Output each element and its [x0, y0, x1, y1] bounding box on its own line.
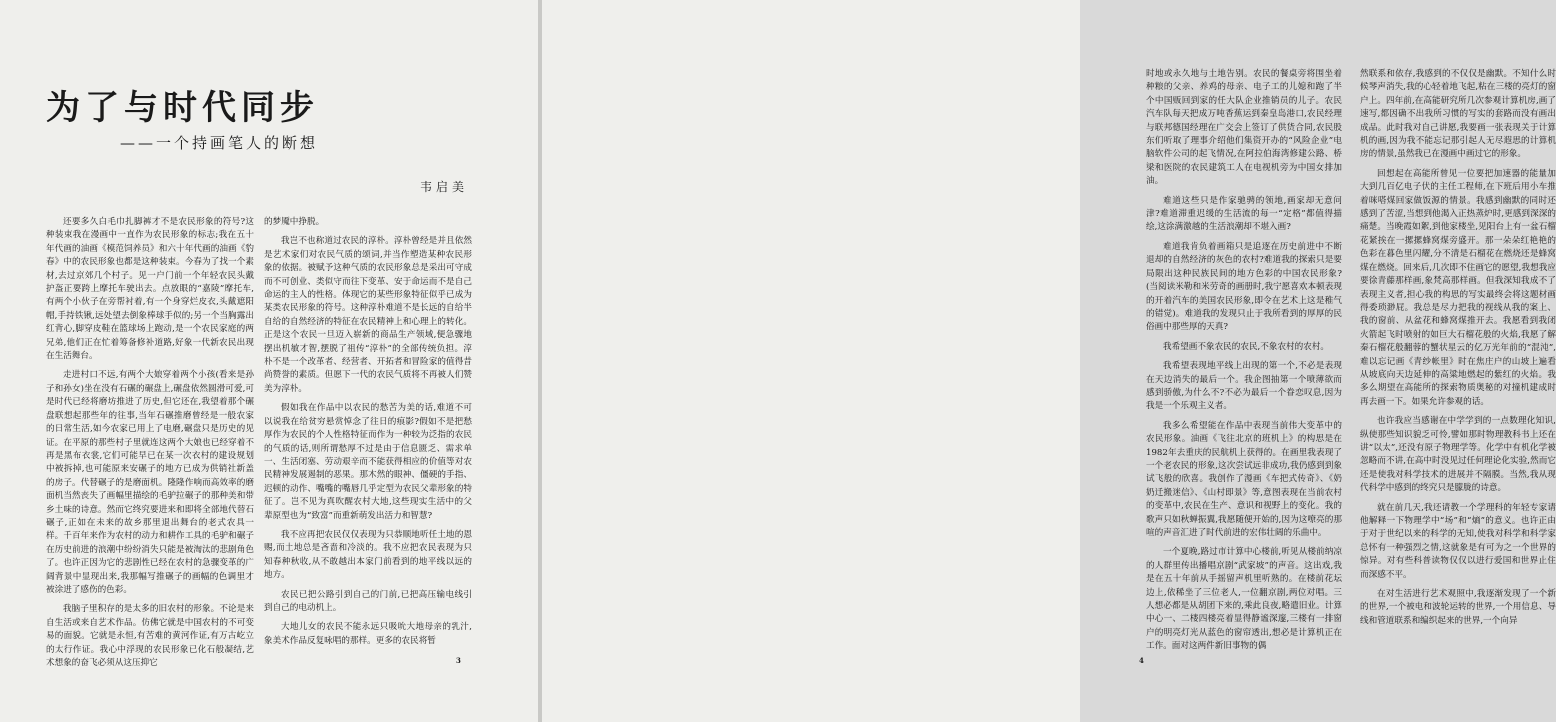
- paragraph: 一个夏晚,路过市计算中心楼前,听见从楼前纳凉的人群里传出播唱京剧“武家坡”的声音。这出戏,我是在五十年前从手摇留声机里听熟的。在楼前花坛边上,依稀坐了三位老人,一位翻京剧,两位对唱。三人想必都是从胡团下来的,乘此良夜,略遣旧业。计算中心一、二楼四楼亮着显得静谧深邃,三楼有一排窗户的明亮灯光从蓝色的窗帘透出,想必是计算机正在工作。面对这两件新旧事物的偶: [1146, 547, 1342, 652]
- page-number-right: 4: [1139, 656, 1144, 665]
- paragraph: 我不应再把农民仅仅表现为只恭顺地听任土地的恩赐,而土地总是吝啬和冷淡的。我不应把农民表现为只知春种秋收,从不敢越出本家门前看到的地平线以远的地方。: [264, 529, 472, 581]
- paragraph: 也许我应当感谢在中学学到的一点数理化知识,纵使那些知识貌乏可怜,譬如那时物理教科书上还在讲“以太”,还没有原子物理学等。化学中有机化学被忽略而不讲,在高中时没见过任何理论化实验,然而它还是使我对科学技术的进展并不隔膜。当然,我从现代科学中感到的终究只是朦胧的诗意。: [1360, 416, 1556, 494]
- paragraph: 就在前几天,我还请教一个学理科的年轻专家请他解释一下物理学中“场”和“熵”的意义。也许正由于对于世纪以来的科学的无知,使我对科学和科学家总怀有一种强烈之情,这就象是有可为之一个世界的惊异。对有些科普读物仅仅以进行爱国和世界止住而深感不平。: [1360, 502, 1556, 580]
- paragraph: 假如我在作品中以农民的愁苦为美的话,难道不可以说我在给贫穷悬赏悼念了往日的痕影?假如不是把愁厚作为农民的个人性格特征而作为一种较为泛指的农民的气质的话,则所谓愁厚不过是由于信息匮乏、需求单一、生活闭塞、劳动艰辛而不能获得相应的价值等对农民精神发展遏制的恶果。那木然的眼神、僵硬的手指、迟顿的动作、嘴嘴的嘴唇几乎定型为农民父辈形象的特征了。岂不见为真吹醒农村大地,这些现实生活中的父辈原型也为“致富”而重新萌发出活力和智慧?: [264, 403, 472, 521]
- right-page: [542, 0, 1556, 722]
- paragraph: 农民已把公路引到自己的门前,已把高压输电线引到自己的电动机上。: [264, 589, 472, 613]
- paragraph: 我多么希望能在作品中表现当前伟大变革中的农民形象。油画《飞往北京的班机上》的构思是在1982年去重庆的民航机上获得的。在画里我表现了一个老农民的形象,这次尝试远非成功,我仍感到到象试飞般的欣喜。我创作了漫画《车把式传奇》、《奶奶迁搬迷信》、《山村即景》等,意图表现在当前农村的变革中,农民在生产、意识和视野上的变化。我的歌声只如秋蝉振翼,我愿随便开始的,因为这嘹亮的那喧的声音汇进了时代前进的宏伟壮阔的乐曲中。: [1146, 420, 1342, 538]
- paragraph: 在对生活进行艺术观照中,我逐渐发现了一个新的世界,一个被电和波轮运转的世界,一个用信息、导线和管道联系和编织起来的世界,一个向异: [1360, 589, 1556, 626]
- paragraph: 回想起在高能所曾见一位要把加速器的能量加大到几百亿电子伏的主任工程师,在下班后用小车推着咪嗒煤回家做饭源的情景。我感到幽默的同时还感到了苦涩,当想到他渴入正热蒸炉时,更感到深深的痛楚。当晚霞如絮,到他家楼坐,见阳台上有一盆石榴花紧挨在一摞摞蜂窝煤旁盛开。那一朵朵红艳艳的色彩在暮色里闪耀,分不清是石榴花在燃烧还是蜂窝煤在燃烧。回来后,几次即不住画它的愿望,我想我应要徐青藤那样画,象梵高那样画。但我深知我成不了表现主义者,担心我的构思的写实最终会将这题材画得委琐渺屁。我总是尽力把我的视线从我的案上、我的窗前、从盆花和蜂窝煤推开去。我愿看到我闭火箭起飞时喷射的如巨大石榴花般的火焰,我愿了解秦石榴花般翻蓉的蟹状星云的亿万光年前的“混沌”,难以忘记画《青纱帐里》时在焦庄户的山坡上遍看从坡底向天边延伸的高粱地燃起的紫红的火焰。我多么期望在高能所的探索物质奥秘的对撞机建成时再去画一下。如果允许参观的话。: [1360, 168, 1556, 407]
- paragraph: 我脑子里积存的是太多的旧农村的形象。不论是来自生活或来自艺术作品。仿佛它就是中国农村的不可变易的面貌。它就是永恒,有苦难的黄河作证,有万古屹立的太行作证。我心中浮现的农民形象已化石般凝结,艺术想象的奋飞必须从这压抑它: [46, 604, 254, 668]
- paragraph: 的梦魇中挣脱。: [264, 217, 325, 227]
- text-column-3: [1146, 68, 1342, 672]
- paragraph: 时地或永久地与土地告别。农民的餐桌旁将围坐着种粮的父亲、养鸡的母亲、电子工的儿媳和跑了半个中国贩回到家的任大队企业推销员的儿子。农民汽车队每天把成万吨香蕉运到秦皇岛港口,农民经理与联邦德国经理在广交会上签订了供货合同,农民股东们听取了理事介绍他们集资开办的“风险企业”电脑软件公司的起飞情况,在阿拉伯海湾修建公路、桥梁和医院的农民建筑工人在电视机旁为中国女排加油。: [1146, 69, 1342, 187]
- paragraph: 走进村口不远,有两个大娘穿着两个小孩(看来是孙子和孙女)坐在没有石碾的碾盘上,碾盘依然圆滑可爱,可是时代已经将磨坊推进了历史,但它还在,我望着那个碾盘联想起那些年的往事,当年石碾推磨曾经是一般农家的日常生活,如今农家已用上了电磨,碾盘只是历史的见证。在平原的那些村子里就连这两个大娘也已经穿着不再是黑布衣裳,它们可能早已在某一次衣村的建设规划中被拆掉,也可能原来安碾子的地方已成为供销社新盖的房子。代替碾子的是磨面机。隆隆作响而高效率的磨面机当然丧失了画幅里描绘的毛驴拉碾子的那种美和带乡土味的诗意。然而它终究要进来和即将全部地代替石碾子,正如在未来的故乡那里退出舞台的老式农具一样。千百年来作为农村的动力和耕作工具的毛驴和碾子在历史前进的浪潮中纷纷消失只能是被淘汰的悲剧角色了。也许正因为它的悲剧性已经在农村的急骤变革的广阔背景中显现出来,我那幅写推碾子的画幅的色调里才被涂进了感伤的色彩。: [46, 370, 254, 595]
- text-column-1: [46, 216, 254, 668]
- paragraph: 大地儿女的农民不能永远只吸吮大地母亲的乳汁,象美术作品反复咏唱的那样。更多的农民将暂: [264, 622, 472, 646]
- paragraph: 我希望表现地平线上出现的第一个,不必是表现在天边消失的最后一个。我企图抽第一个喷薄欲而感到骄傲,为什么不?不必为最后一个眷恋叹息,因为我是一个乐观主义者。: [1146, 361, 1342, 412]
- left-page: [0, 0, 538, 722]
- paragraph: 难道这些只是作家驰骋的领地,画家却无意问津?难道滞重迟缓的生活流的每一“定格”都值得描绘,这涂满激越的生活浪潮却不堪入画?: [1146, 195, 1342, 233]
- page-number-left: 3: [456, 656, 461, 665]
- article-author: 韦启美: [420, 180, 469, 194]
- paragraph: 还要多久白毛巾扎脚裤才不是农民形象的符号?这种装束我在漫画中一直作为农民形象的标志;我在五十年代画的油画《模范饲养员》和六十年代画的油画《豹春》中的农民形象也都是这种装束。今春为了找一个素材,去过京郊几个村子。见一户门前一个年轻农民头戴护盔正要跨上摩托车驶出去。点放眼的“嘉陵”摩托车,有两个小伙子在旁帮衬着,有一个身穿烂皮衣,头戴遮阳帽,手持铁锹,远处望去倒象棒球手似的;另一个当胸露出红背心,脚穿皮鞋在篮球场上跑动,是一个农民家庭的两兄弟,他们正在忙着筹备修补道路,好象一代新农民出现在生活舞台。: [46, 217, 254, 362]
- text-column-2: [264, 216, 472, 656]
- article-subtitle: ——一个持画笔人的断想: [120, 134, 319, 152]
- paragraph: 然联系和依存,我感到的不仅仅是幽默。不知什么时候琴声消失,我的心轻着地飞起,粘在三楼的亮灯的窗户上。四年前,在高能研究所几次参观计算机房,画了速写,都因确不出我所习惯的写实的套路而没有画出成品。此时我对自己讲愿,我要画一张表现关于计算机的画,因为我不能忘记那引起人无尽遐思的计算机房的情景,虽然我已在漫画中画过它的形象。: [1360, 69, 1556, 160]
- paragraph: 难道我肯负着画箱只是追逐在历史前进中不断退却的自然经济的灰色的农村?难道我的探索只是要局限出这种民族民间的地方色彩的中国农民形象?(当阅读米勒和米劳奇的画册时,我宁愿喜欢本顿表现的开着汽车的美国农民形象,即令在艺术上这是稚气的错觉)。难道我的发现只止于我所看到的厚厚的民俗画中那些厚的天真?: [1146, 241, 1342, 333]
- paragraph: 我岂不也称道过农民的淳朴。淳朴曾经是并且依然是艺术家们对农民气质的颂词,并当作塑造某种农民形象的依据。被赋予这种气质的农民形象总是采出可守成而不可创业、类似守而往下变革、安于命运而不是自己命运的主人的性格。体现它的某些形象特征似乎已成为某类农民形象的符号。这种淳朴难道不是长远的自给半自给的自然经济的特征在农民精神上和心理上的转化。正是这个农民一旦迈入崭新的商品生产领域,便急骤地摆出机敏才智,摆脱了祖传“淳朴”的全部传统负担。淳朴不是一个改革者、经营者、开拓者和冒险家的值得昔尚赞誉的素质。但愿下一代的农民气质将不再被人们赞美为淳朴。: [264, 236, 472, 394]
- article-title: 为了与时代同步: [46, 88, 319, 128]
- text-column-4: [1360, 68, 1556, 672]
- paragraph: 我希望画不象农民的农民,不象农村的农村。: [1163, 341, 1330, 352]
